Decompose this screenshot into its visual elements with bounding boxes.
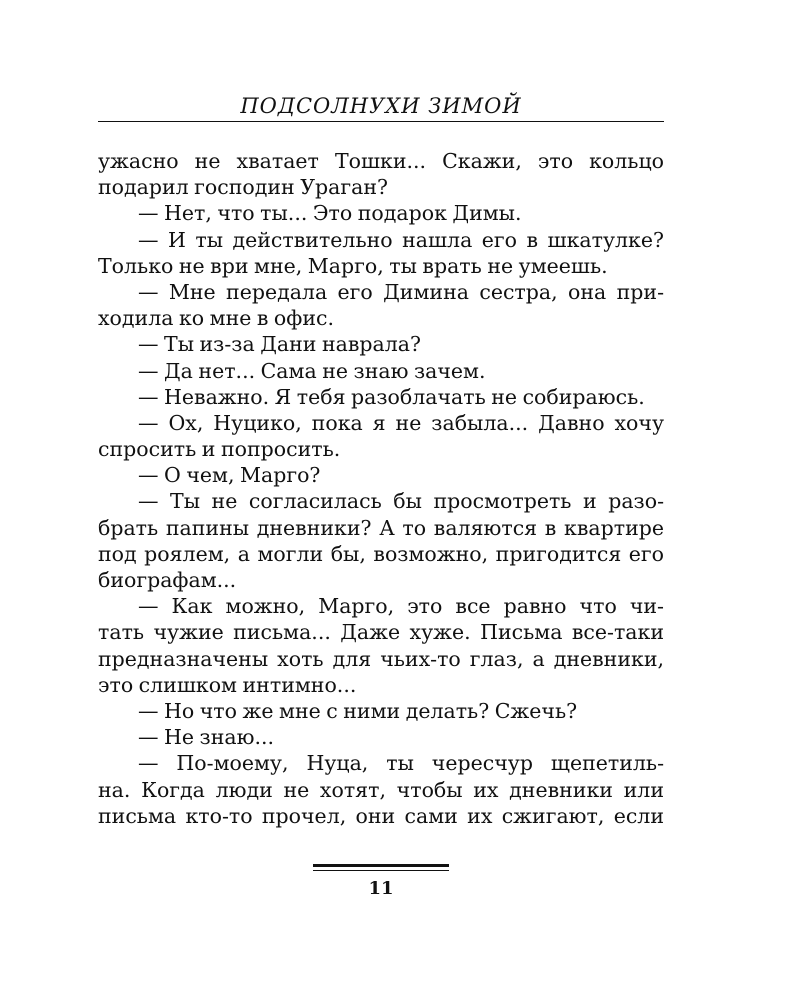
header-rule xyxy=(98,121,664,122)
text-line: на. Когда люди не хотят, чтобы их дневники или xyxy=(98,777,664,802)
text-line: — Но что же мне с ними делать? Сжечь? xyxy=(138,698,578,723)
text-line: — Неважно. Я тебя разоблачать не собираюсь. xyxy=(138,384,645,409)
text-line: подарил господин Ураган? xyxy=(98,175,388,200)
text-line: ходила ко мне в офис. xyxy=(98,306,334,331)
text-line: — Ты из-за Дани наврала? xyxy=(138,332,421,357)
text-line: письма кто-то прочел, они сами их сжигают, если xyxy=(98,803,664,828)
text-line: брать папины дневники? А то валяются в квартире xyxy=(98,515,664,540)
text-line: — И ты действительно нашла его в шкатулке? xyxy=(138,227,664,252)
footer-rule-thick xyxy=(313,864,449,867)
text-line: — О чем, Марго? xyxy=(138,463,321,488)
text-line: — Мне передала его Димина сестра, она при- xyxy=(138,279,664,304)
text-line: — Ты не согласилась бы просмотреть и разо- xyxy=(138,489,664,514)
text-line: — Не знаю... xyxy=(138,725,275,750)
body-text xyxy=(98,148,664,829)
text-line: под роялем, а могли бы, возможно, пригодится его xyxy=(98,541,664,566)
text-line: Только не ври мне, Марго, ты врать не умеешь. xyxy=(98,253,608,278)
text-line: — Как можно, Марго, это все равно что чи- xyxy=(138,594,664,619)
text-line: ужасно не хватает Тошки... Скажи, это кольцо xyxy=(98,149,664,173)
text-line: тать чужие письма... Даже хуже. Письма все-таки xyxy=(98,620,664,645)
text-line: биографам... xyxy=(98,568,237,592)
text-line: спросить и попросить. xyxy=(98,437,341,462)
footer-rule-thin xyxy=(313,870,449,871)
text-line: — Нет, что ты... Это подарок Димы. xyxy=(138,201,522,226)
text-line: — Ох, Нуцико, пока я не забыла... Давно хочу xyxy=(138,410,664,435)
page-number: 11 xyxy=(368,878,394,899)
text-line: это слишком интимно... xyxy=(98,672,357,697)
running-header: ПОДСОЛНУХИ ЗИМОЙ xyxy=(240,94,522,118)
text-line: — По-моему, Нуца, ты чересчур щепетиль- xyxy=(138,751,664,776)
text-line: предназначены хоть для чьих-то глаз, а дневники, xyxy=(98,646,664,671)
text-line: — Да нет... Сама не знаю зачем. xyxy=(138,358,486,383)
